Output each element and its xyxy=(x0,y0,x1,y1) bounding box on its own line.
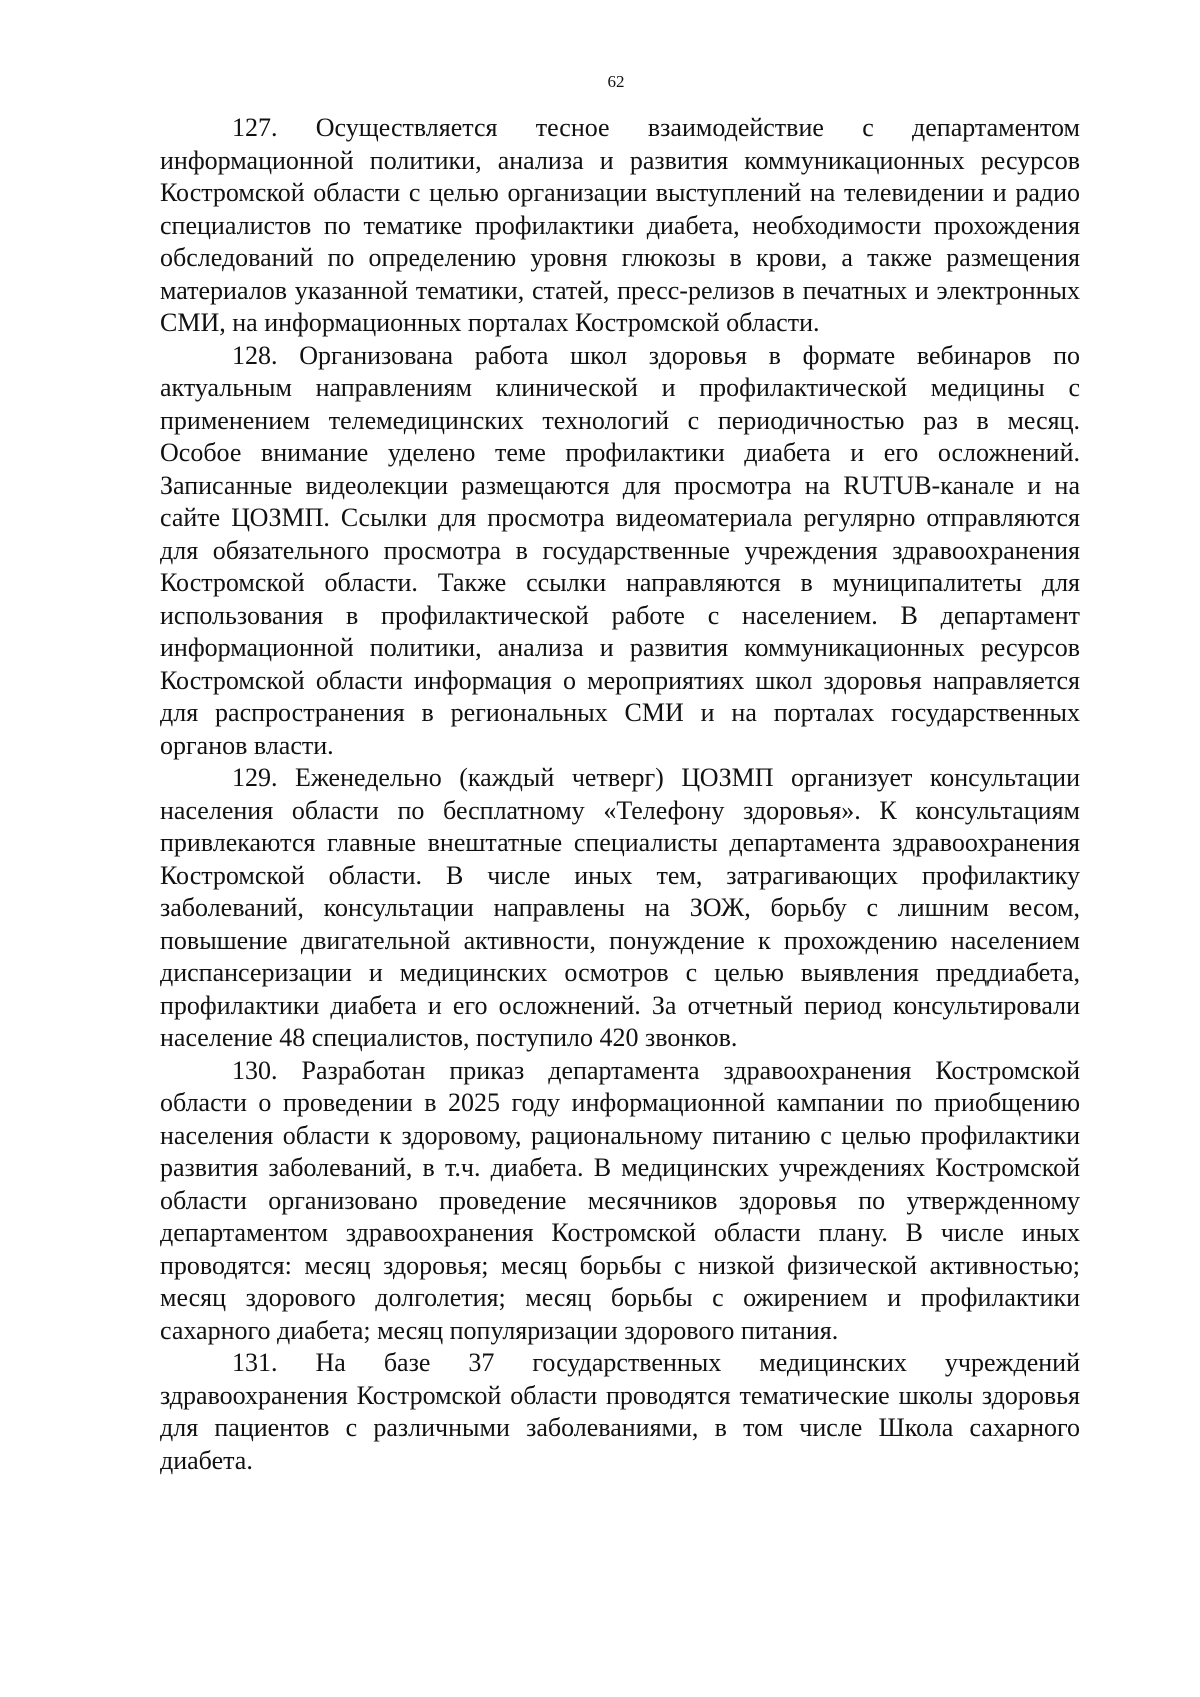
paragraph-129: 129. Еженедельно (каждый четверг) ЦОЗМП организует консультации населения области по бесплатному «Телефону здоровья». К консультациям привлекаются главные внештатные специалисты департамента здравоохранения Костромской области. В числе иных тем, затрагивающих профилактику заболеваний, консультации направлены на ЗОЖ, борьбу с лишним весом, повышение двигательной активности, понуждение к прохождению населением диспансеризации и медицинских осмотров с целью выявления преддиабета, профилактики диабета и его осложнений. За отчетный период консультировали население 48 специалистов, поступило 420 звонков. xyxy=(160,763,1080,1052)
paragraph-130: 130. Разработан приказ департамента здравоохранения Костромской области о проведении в 2025 году информационной кампании по приобщению населения области к здоровому, рациональному питанию с целью профилактики развития заболеваний, в т.ч. диабета. В медицинских учреждениях Костромской области организовано проведение месячников здоровья по утвержденному департаментом здравоохранения Костромской области плану. В числе иных проводятся: месяц здоровья; месяц борьбы с низкой физической активностью; месяц здорового долголетия; месяц борьбы с ожирением и профилактики сахарного диабета; месяц популяризации здорового питания. xyxy=(160,1055,1080,1345)
paragraph-127: 127. Осуществляется тесное взаимодействие с департаментом информационной политики, анализа и развития коммуникационных ресурсов Костромской области с целью организации выступлений на телевидении и радио специалистов по тематике профилактики диабета, необходимости прохождения обследований по определению уровня глюкозы в крови, а также размещения материалов указанной тематики, статей, пресс-релизов в печатных и электронных СМИ, на информационных порталах Костромской области. xyxy=(160,113,1080,337)
page-number: 62 xyxy=(607,72,625,91)
document-body xyxy=(160,112,1080,1477)
paragraph-128: 128. Организована работа школ здоровья в формате вебинаров по актуальным направлениям клинической и профилактической медицины с применением телемедицинских технологий с периодичностью раз в месяц. Особое внимание уделено теме профилактики диабета и его осложнений. Записанные видеолекции размещаются для просмотра на RUTUB-канале и на сайте ЦОЗМП. Ссылки для просмотра видеоматериала регулярно отправляются для обязательного просмотра в государственные учреждения здравоохранения Костромской области. Также ссылки направляются в муниципалитеты для использования в профилактической работе с населением. В департамент информационной политики, анализа и развития коммуникационных ресурсов Костромской области информация о мероприятиях школ здоровья направляется для распространения в региональных СМИ и на порталах государственных органов власти. xyxy=(160,340,1080,760)
paragraph-131: 131. На базе 37 государственных медицинских учреждений здравоохранения Костромской области проводятся тематические школы здоровья для пациентов с различными заболеваниями, в том числе Школа сахарного диабета. xyxy=(160,1348,1080,1475)
